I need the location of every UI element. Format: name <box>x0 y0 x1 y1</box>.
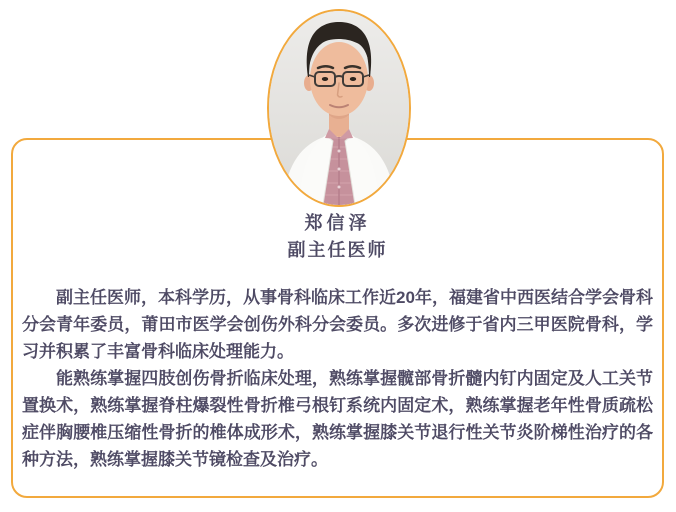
doctor-photo <box>267 9 411 207</box>
bio-paragraph: 能熟练掌握四肢创伤骨折临床处理，熟练掌握髋部骨折髓内钉内固定及人工关节置换术，熟练掌握脊柱爆裂性骨折椎弓根钉系统内固定术，熟练掌握老年性骨质疏松症伴胸腰椎压缩性骨折的椎体成形术，熟练掌握膝关节退行性关节炎阶梯性治疗的各种方法，熟练掌握膝关节镜检查及治疗。 <box>22 369 653 469</box>
doctor-name: 郑信泽 <box>304 213 371 233</box>
bio-paragraph: 副主任医师，本科学历，从事骨科临床工作近20年，福建省中西医结合学会骨科分会青年委员，莆田市医学会创伤外科分会委员。多次进修于省内三甲医院骨科，学习并积累了丰富骨科临床处理能力。 <box>22 288 653 361</box>
doctor-portrait-illustration <box>269 11 409 205</box>
face <box>310 42 368 116</box>
eyes <box>322 77 328 81</box>
doctor-rank-title: 副主任医师 <box>287 240 388 260</box>
biography <box>22 284 653 473</box>
